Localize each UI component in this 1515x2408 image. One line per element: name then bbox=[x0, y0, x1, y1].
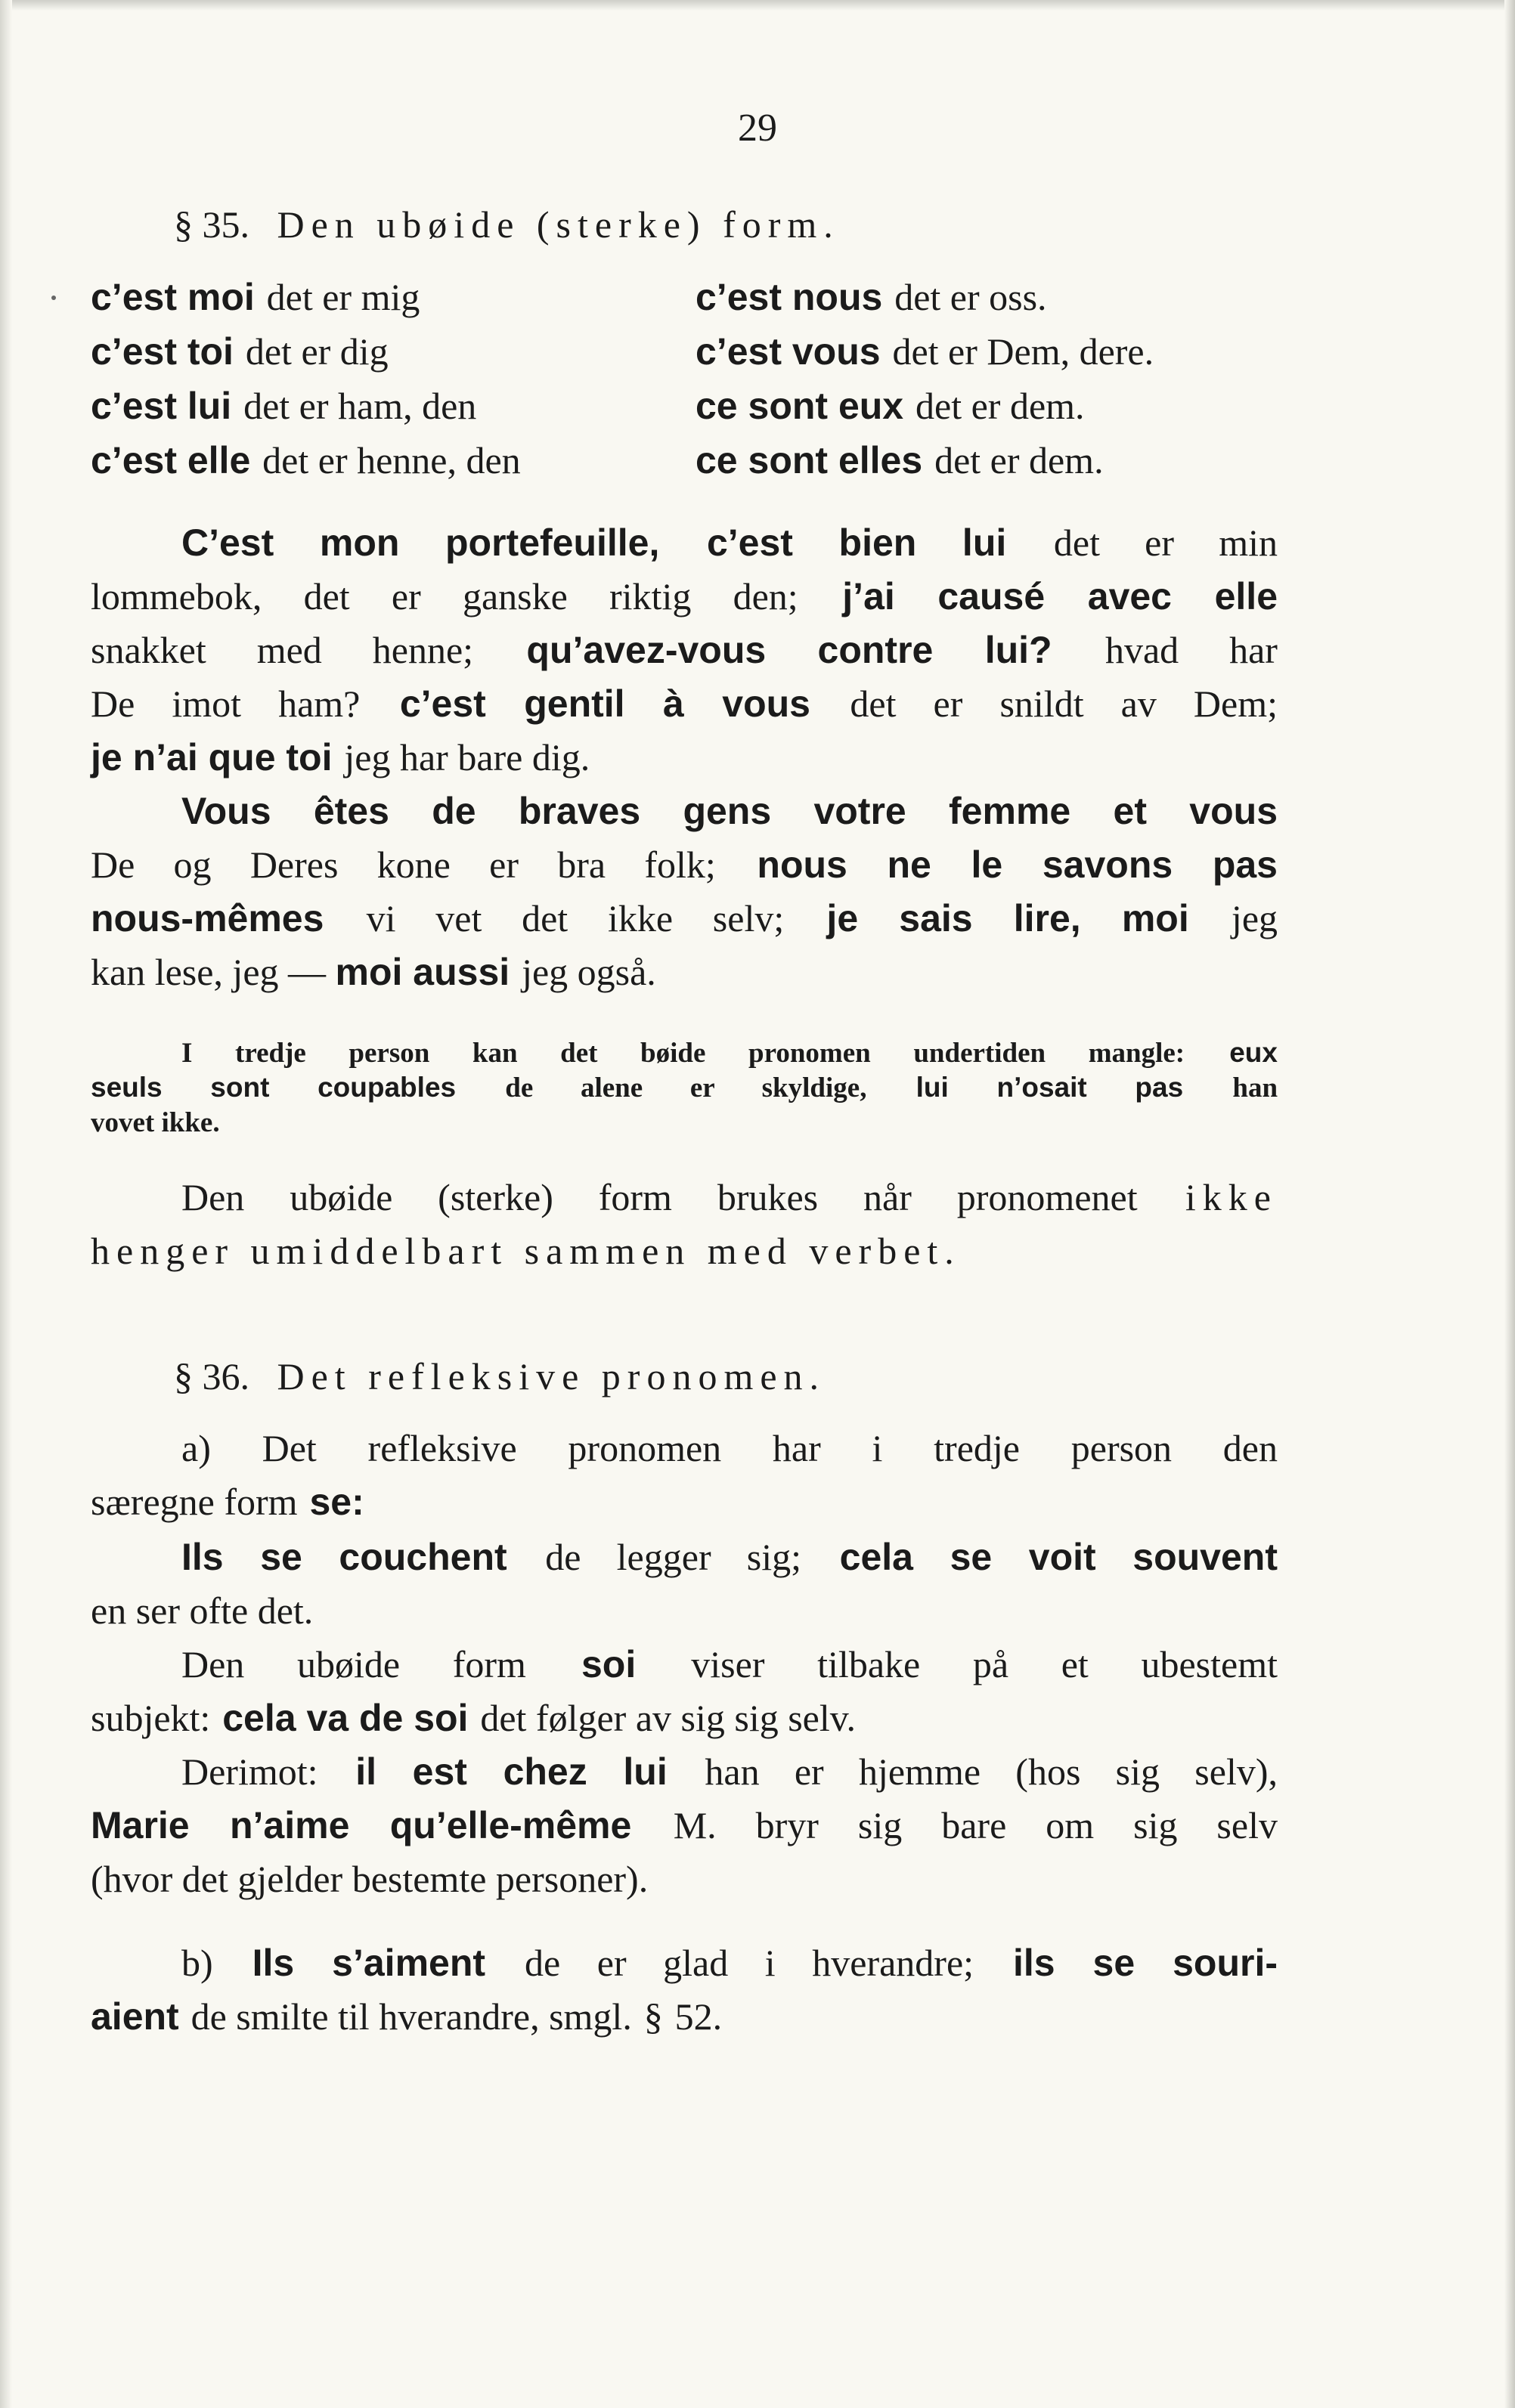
text-line: Vous êtes de braves gens votre femme et vous bbox=[181, 790, 1278, 832]
text-line: Den ubøide form soi viser tilbake på et ubestemt bbox=[181, 1643, 1278, 1685]
text-line: kan lese, jeg — moi aussi jeg også. bbox=[91, 951, 656, 993]
table-row: c’est moi det er mig bbox=[91, 276, 420, 318]
text-line: Derimot: il est chez lui han er hjemme (hos sig selv), bbox=[181, 1750, 1278, 1793]
section-symbol: § bbox=[174, 203, 193, 246]
section-35-heading bbox=[174, 203, 840, 246]
text-line: nous-mêmes vi vet det ikke selv; je sais lire, moi jeg bbox=[91, 897, 1278, 939]
text-line: snakket med henne; qu’avez-vous contre lui? hvad har bbox=[91, 629, 1278, 671]
text-line: je n’ai que toi jeg har bare dig. bbox=[91, 736, 590, 778]
margin-dot bbox=[51, 296, 56, 300]
page-number: 29 bbox=[738, 107, 777, 150]
page-edge-right bbox=[1504, 0, 1515, 2408]
page-edge-top bbox=[0, 0, 1515, 11]
table-row: c’est toi det er dig bbox=[91, 330, 389, 373]
section-number: 35. bbox=[202, 203, 249, 246]
text-line: subjekt: cela va de soi det følger av sig sig selv. bbox=[91, 1697, 856, 1739]
table-row: ce sont eux det er dem. bbox=[696, 385, 1085, 427]
text-line: lommebok, det er ganske riktig den; j’ai causé avec elle bbox=[91, 575, 1278, 617]
text-line: en ser ofte det. bbox=[91, 1589, 314, 1632]
text-line: De og Deres kone er bra folk; nous ne le savons pas bbox=[91, 843, 1278, 886]
table-row: c’est nous det er oss. bbox=[696, 276, 1047, 318]
section-symbol: § bbox=[174, 1355, 193, 1397]
text-line: vovet ikke. bbox=[91, 1107, 220, 1138]
table-row: c’est lui det er ham, den bbox=[91, 385, 477, 427]
text-line: særegne form se: bbox=[91, 1481, 364, 1523]
page-edge-left bbox=[0, 0, 12, 2408]
section-title: Det refleksive pronomen. bbox=[277, 1355, 826, 1397]
section-36-heading bbox=[174, 1354, 826, 1398]
text-line: Den ubøide (sterke) form brukes når pronomenet ikke bbox=[181, 1176, 1278, 1218]
text-line: b) Ils s’aiment de er glad i hverandre; ils se souri- bbox=[181, 1942, 1278, 1984]
table-row: ce sont elles det er dem. bbox=[696, 439, 1104, 481]
table-row: c’est vous det er Dem, dere. bbox=[696, 330, 1154, 373]
text-line: De imot ham? c’est gentil à vous det er snildt av Dem; bbox=[91, 682, 1278, 725]
text-line: a) Det refleksive pronomen har i tredje person den bbox=[181, 1427, 1278, 1469]
table-row: c’est elle det er henne, den bbox=[91, 439, 521, 481]
section-number: 36. bbox=[202, 1355, 249, 1397]
text-line: seuls sont coupables de alene er skyldige, lui n’osait pas han bbox=[91, 1072, 1278, 1103]
text-line: I tredje person kan det bøide pronomen undertiden mangle: eux bbox=[181, 1037, 1278, 1069]
text-line: (hvor det gjelder bestemte personer). bbox=[91, 1858, 649, 1900]
text-line: Ils se couchent de legger sig; cela se voit souvent bbox=[181, 1536, 1278, 1578]
text-line: henger umiddelbart sammen med verbet. bbox=[91, 1230, 961, 1272]
text-line: Marie n’aime qu’elle-même M. bryr sig bare om sig selv bbox=[91, 1804, 1278, 1846]
section-title: Den ubøide (sterke) form. bbox=[277, 203, 840, 246]
text-line: C’est mon portefeuille, c’est bien lui det er min bbox=[181, 522, 1278, 564]
text-line: aient de smilte til hverandre, smgl. § 52. bbox=[91, 1995, 723, 2038]
